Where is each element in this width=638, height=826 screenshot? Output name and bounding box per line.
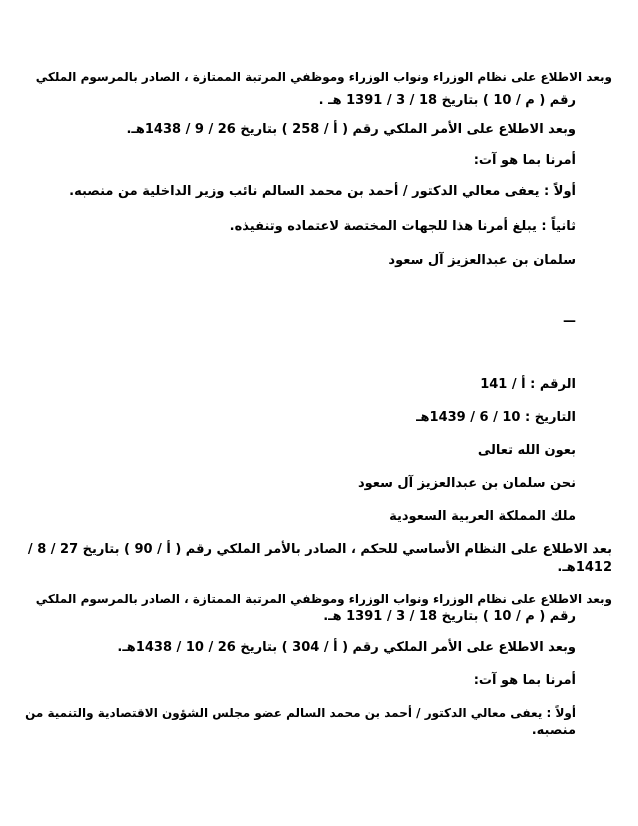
decree2-recital2-line2: رقم ( م / 10 ) بتاريخ 18 / 3 / 1391 هـ. <box>323 609 576 624</box>
decree2-recital1-line1: بعد الاطلاع على النظام الأساسي للحكم ، الصادر بالأمر الملكي رقم ( أ / 90 ) بتاريخ 27 / 8 / <box>27 542 612 557</box>
decree1-recital1-line1: وبعد الاطلاع على نظام الوزراء ونواب الوزراء وموظفي المرتبة الممتازة ، الصادر بالمرسوم الملكي <box>35 70 612 84</box>
decree2-first-item-line2: منصبه. <box>531 723 576 738</box>
decree2-number: الرقم : أ / 141 <box>480 377 576 392</box>
decree2-order-intro: أمرنا بما هو آت: <box>473 673 576 688</box>
decree2-invocation: بعون الله تعالى <box>477 443 576 458</box>
decree2-king: نحن سلمان بن عبدالعزيز آل سعود <box>357 476 576 491</box>
decree1-recital2: وبعد الاطلاع على الأمر الملكي رقم ( أ / 258 ) بتاريخ 26 / 9 / 1438هـ. <box>126 122 576 137</box>
decree1-second-item: ثانياً : يبلغ أمرنا هذا للجهات المختصة لاعتماده وتنفيذه. <box>229 219 576 234</box>
separator-dash: — <box>563 314 576 329</box>
decree2-date: التاريخ : 10 / 6 / 1439هـ <box>416 410 576 425</box>
decree2-recital3: وبعد الاطلاع على الأمر الملكي رقم ( أ / 304 ) بتاريخ 26 / 10 / 1438هـ. <box>117 640 576 655</box>
decree2-first-item-line1: أولاً : يعفى معالي الدكتور / أحمد بن محمد السالم عضو مجلس الشؤون الاقتصادية والتنمية من <box>25 706 576 720</box>
decree2-title: ملك المملكة العربية السعودية <box>389 509 576 524</box>
decree2-recital1-line2: 1412هـ. <box>557 560 612 575</box>
decree1-recital1-line2: رقم ( م / 10 ) بتاريخ 18 / 3 / 1391 هـ . <box>318 93 576 108</box>
decree1-signature: سلمان بن عبدالعزيز آل سعود <box>388 253 576 268</box>
decree2-recital2-line1: وبعد الاطلاع على نظام الوزراء ونواب الوزراء وموظفي المرتبة الممتازة ، الصادر بالمرسوم الملكي <box>35 592 612 606</box>
decree1-first-item: أولاً : يعفى معالي الدكتور / أحمد بن محمد السالم نائب وزير الداخلية من منصبه. <box>69 184 576 199</box>
decree1-order-intro: أمرنا بما هو آت: <box>473 153 576 168</box>
